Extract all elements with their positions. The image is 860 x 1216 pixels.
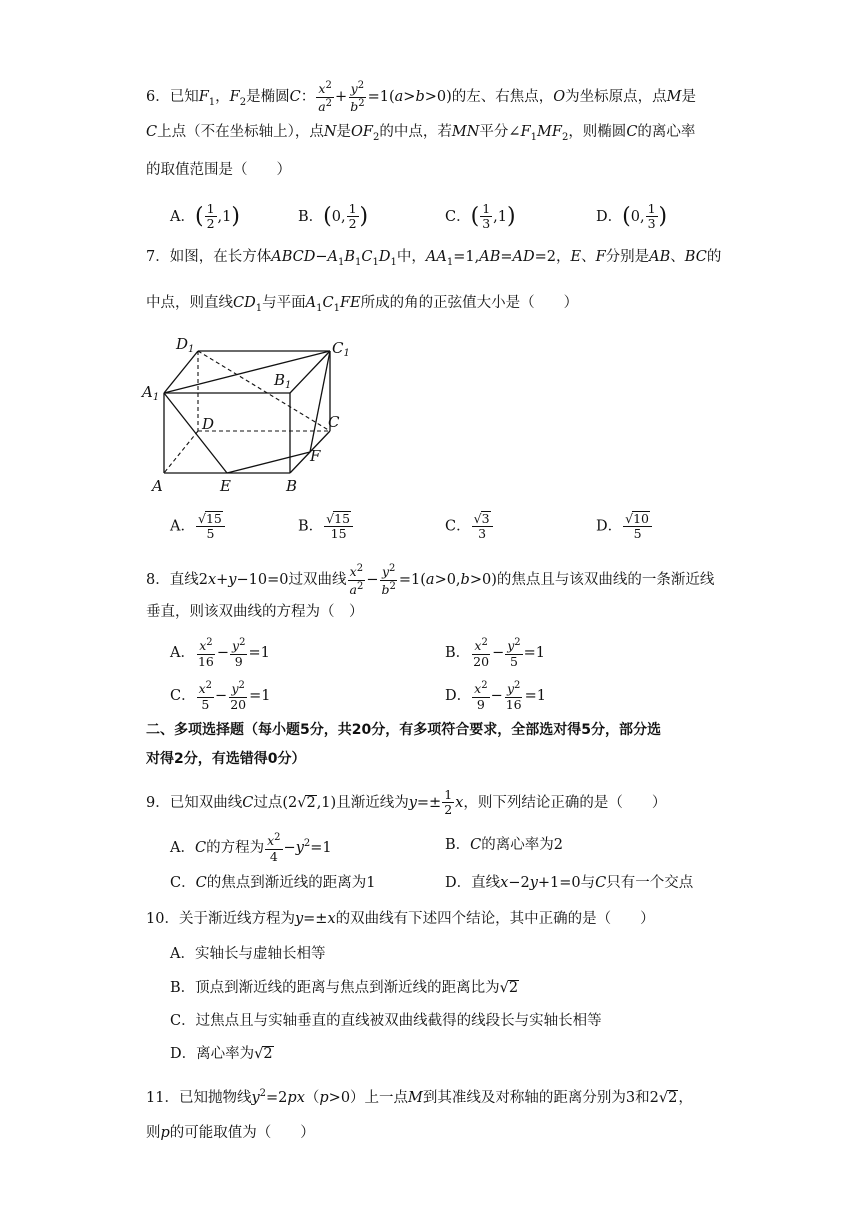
q8-option-b: B． $\frac{x^2}{20}$ − $\frac{y^2}{5}$ =1 — [445, 637, 546, 669]
label-a1: $A_1$ — [142, 383, 160, 403]
q6-line3: 的取值范围是（ ） — [146, 162, 291, 178]
label-c: C — [328, 413, 340, 431]
q10-option-d: D．离心率为√2 — [170, 1046, 273, 1062]
q10-line1: 10．关于渐近线方程为y=±x的双曲线有下述四个结论，其中正确的是（ ） — [146, 911, 655, 927]
q10-option-a: A．实轴长与虚轴长相等 — [170, 946, 326, 962]
q6-option-c: C．( $\frac{1}{3}$ ,1) — [445, 201, 516, 232]
label-e: E — [220, 477, 231, 495]
label-f: F — [310, 447, 321, 465]
q7-option-c: C． $\frac{√3}{3}$ — [445, 511, 494, 542]
q7-line2: 中点，则直线$CD_1$与平面$A_1C_1FE$所成的角的正弦值大小是（ ） — [146, 295, 579, 314]
label-d1: $D_1$ — [176, 335, 195, 355]
q8-option-d: D． $\frac{x^2}{9}$ − $\frac{y^2}{16}$ =1 — [445, 680, 547, 712]
label-a: A — [152, 477, 163, 495]
q9-line1: 9．已知双曲线C过点(2√2,1)且渐近线为y=± $\frac{1}{2}$ x，则下列结论正确的是（ ） — [146, 787, 667, 818]
q9-option-b: B．C的离心率为2 — [445, 837, 563, 853]
q11-line1: 11．已知抛物线$y^2=2px(p>0)$上一点M到其准线及对称轴的距离分别为3和2√2， — [146, 1088, 693, 1106]
q6-option-b: B．(0, $\frac{1}{2}$ ) — [298, 201, 369, 232]
q11-line2: 则p的可能取值为（ ） — [146, 1125, 315, 1141]
q6-line2: C上点（不在坐标轴上），点N是$OF_2$的中点，若MN平分$\angle F_1MF_2$，则椭圆C的离心率 — [146, 124, 696, 143]
q8-line2: 垂直，则该双曲线的方程为（ ） — [146, 604, 364, 620]
q6-option-a: A．( $\frac{1}{2}$ ,1) — [170, 201, 240, 232]
q8-option-a: A． $\frac{x^2}{16}$ − $\frac{y^2}{9}$ =1 — [170, 637, 270, 669]
cuboid-figure — [140, 335, 360, 495]
q9-option-a: A．C的方程为 $\frac{x^2}{4}$ $-y^2=1$ — [170, 832, 332, 864]
label-c1: $C_1$ — [332, 339, 350, 359]
section2-line2: 对得2分，有选错得0分） — [146, 751, 306, 767]
q10-option-b: B．顶点到渐近线的距离与焦点到渐近线的距离比为√2 — [170, 980, 519, 996]
label-d: D — [202, 415, 215, 433]
q6-line1: 6．已知$F_1$，$F_2$是椭圆C： $\frac{x^2}{a^2}$ + $\frac{y^2}{b^2}$ =1(a>b>0)的左、右焦点，O为坐标原点，点M是 — [146, 80, 697, 114]
q9-option-c: C．C的焦点到渐近线的距离为1 — [170, 875, 376, 891]
q7-option-d: D． $\frac{√10}{5}$ — [596, 511, 653, 542]
q9-option-d: D．直线x−2y+1=0与C只有一个交点 — [445, 875, 694, 891]
q8-line1: 8．直线2x+y−10=0过双曲线 $\frac{x^2}{a^2}$ − $\frac{y^2}{b^2}$ =1(a>0,b>0)的焦点且与该双曲线的一条渐近线 — [146, 563, 715, 597]
label-b1: $B_1$ — [274, 371, 292, 391]
q7-line1: 7．如图，在长方体$ABCD-A_1B_1C_1D_1$中，$AA_1=1,AB=AD=2$，E、F分别是AB、BC的 — [146, 249, 722, 268]
section2-line1: 二、多项选择题（每小题5分，共20分，有多项符合要求，全部选对得5分，部分选 — [146, 722, 661, 738]
label-b: B — [286, 477, 298, 495]
q6-option-d: D．(0, $\frac{1}{3}$ ) — [596, 201, 668, 232]
q8-option-c: C． $\frac{x^2}{5}$ − $\frac{y^2}{20}$ =1 — [170, 680, 271, 712]
q10-option-c: C．过焦点且与实轴垂直的直线被双曲线截得的线段长与实轴长相等 — [170, 1013, 602, 1029]
q7-option-b: B． $\frac{√15}{15}$ — [298, 511, 354, 542]
q7-option-a: A． $\frac{√15}{5}$ — [170, 511, 226, 542]
